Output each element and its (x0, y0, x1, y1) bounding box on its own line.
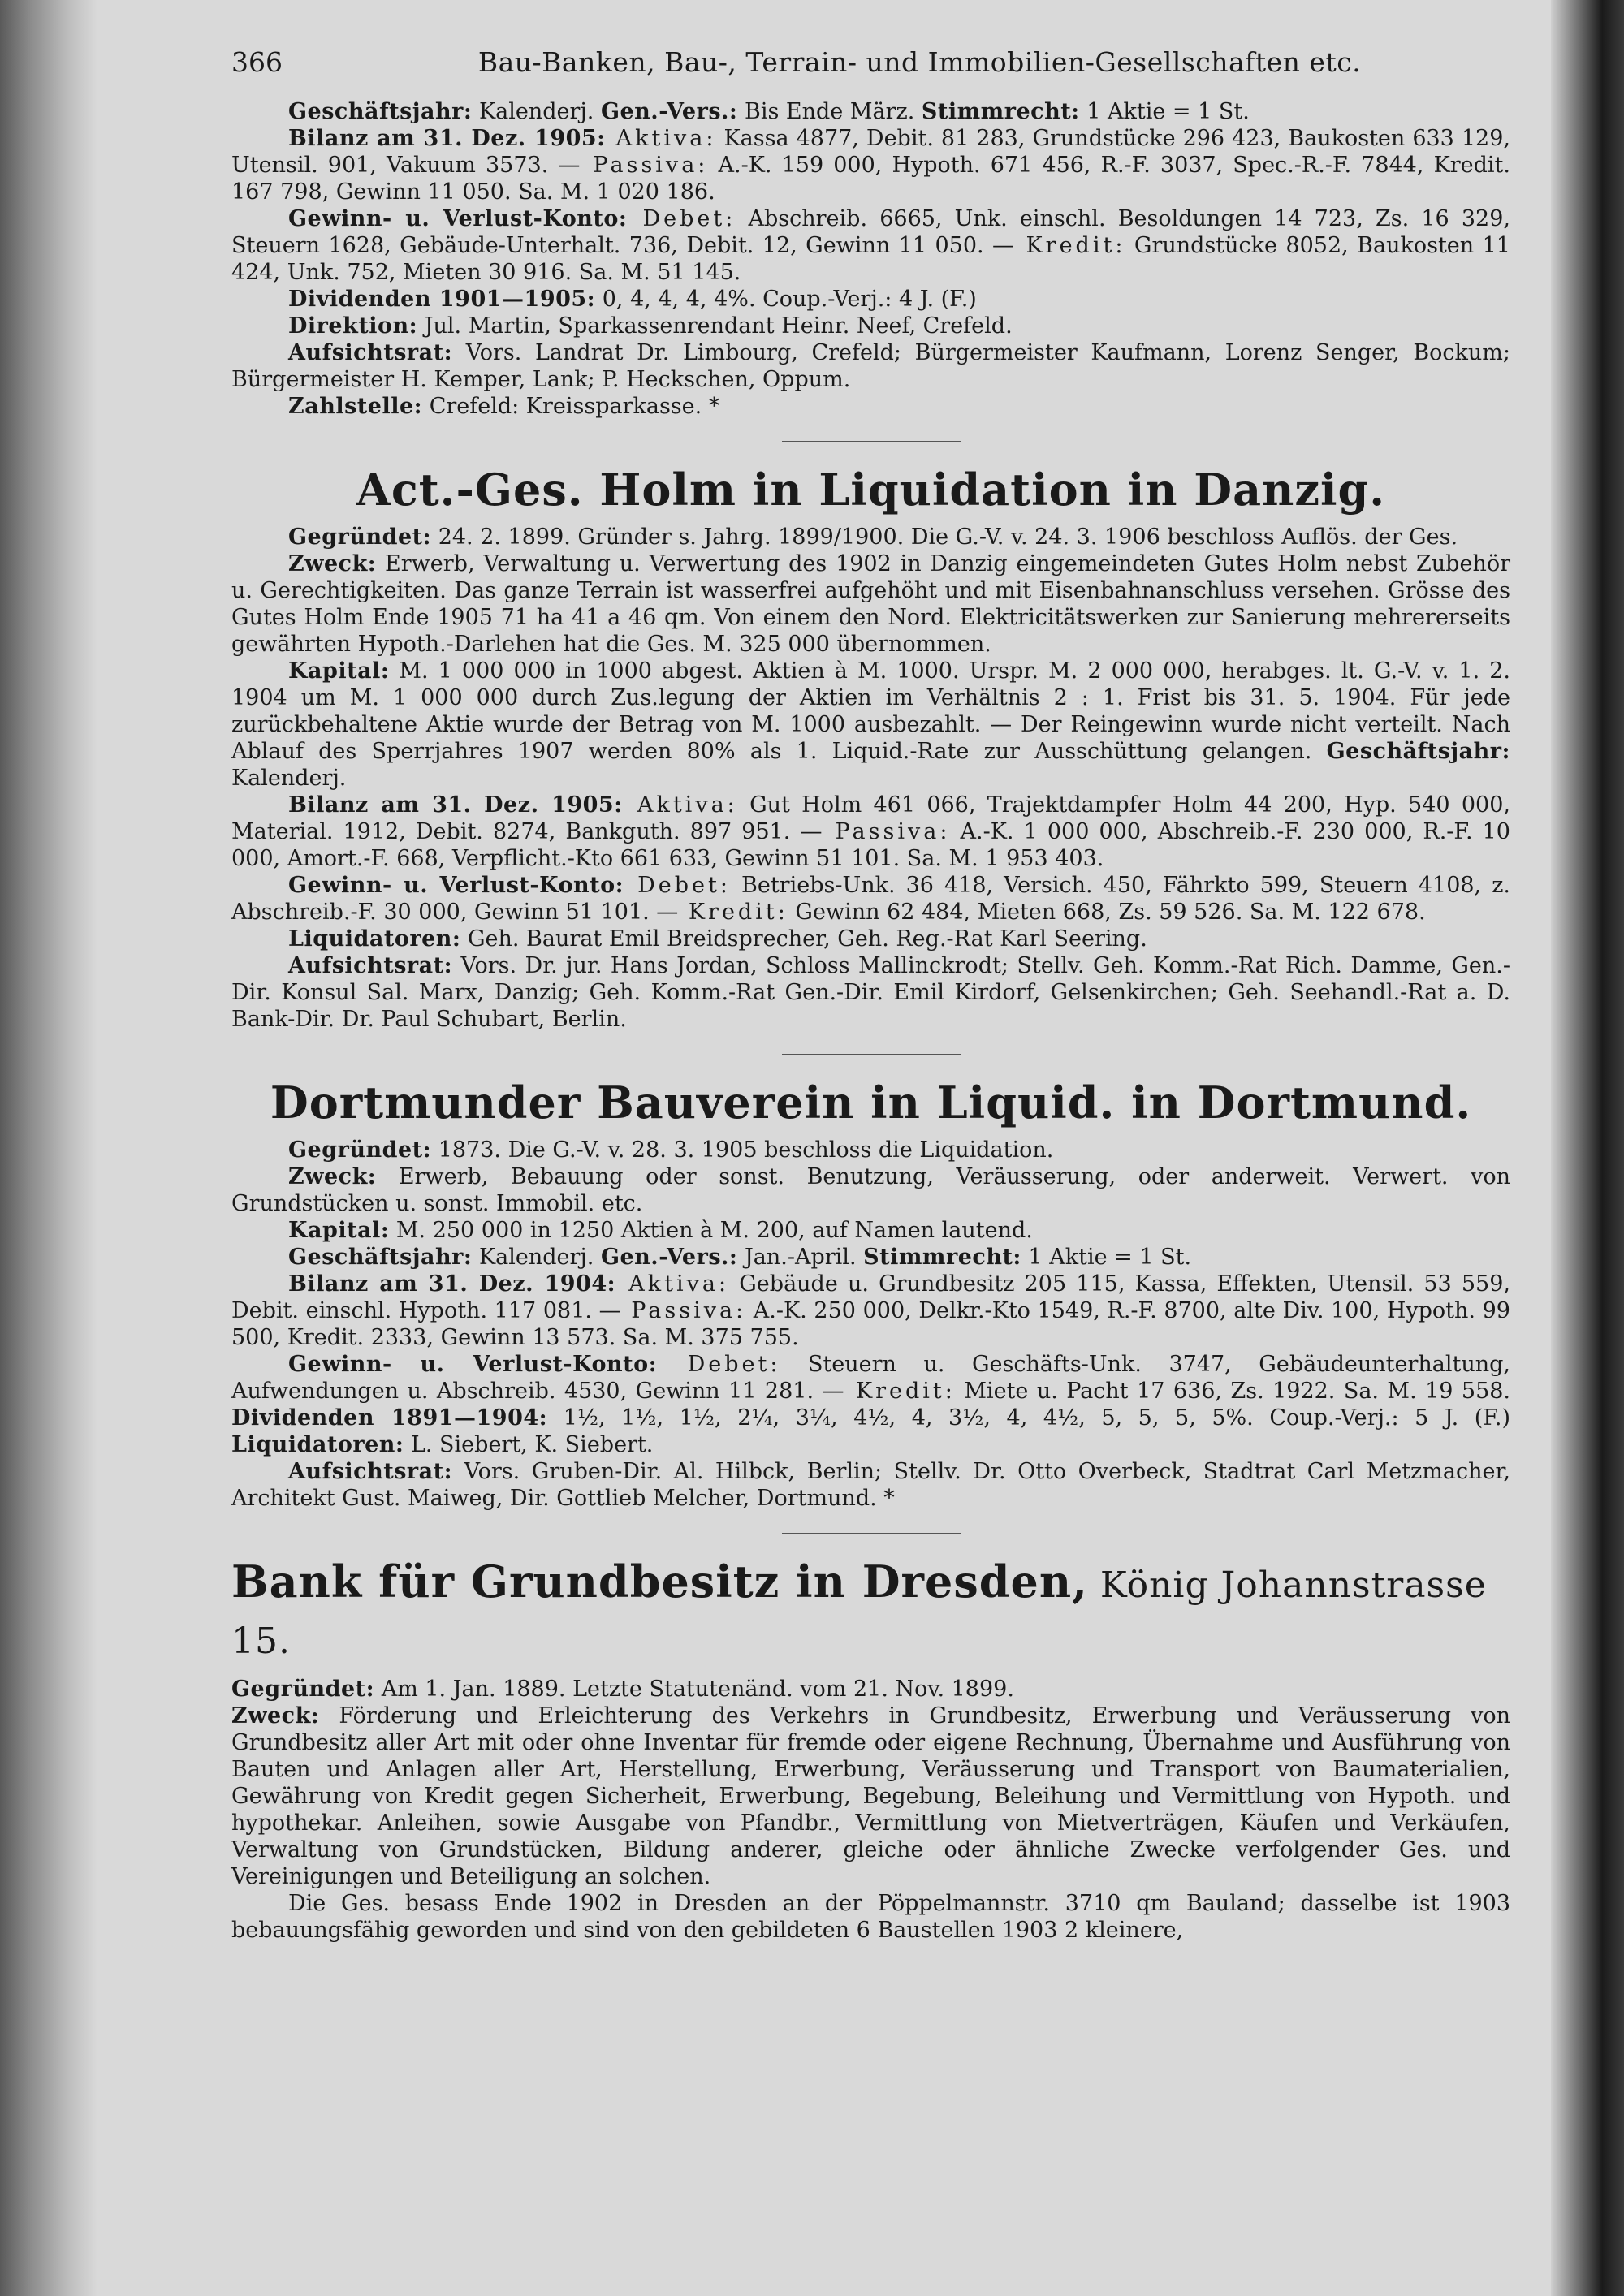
section-divider (782, 1533, 961, 1534)
entry-bank-grundbesitz-dresden (231, 1556, 1510, 1944)
running-title: Bau-Banken, Bau-, Terrain- und Immobilien-Gesellschaften etc. (477, 46, 1362, 78)
balance-sheet: Bilanz am 31. Dez. 1905: Aktiva: Gut Holm 461 066, Trajektdampfer Holm 44 200, Hyp. 540 000, Material. 1912, Debit. 8274, Bankguth. 897 951. — Passiva: A.-K. 1 000 000, Abschreib.-F. 230 000, R.-F. 10 000, Amort.-F. 668, Verpflicht.-Kto 661 633, Gewinn 51 101. Sa. M. 1 953 403. (231, 792, 1510, 871)
page-edge-shadow (1551, 0, 1624, 2296)
supervisory-board: Aufsichtsrat: Vors. Dr. jur. Hans Jordan, Schloss Mallinckrodt; Stellv. Geh. Komm.-Rat Rich. Damme, Gen.-Dir. Konsul Sal. Marx, Danzig; Geh. Komm.-Rat Gen.-Dir. Emil Kirdorf, Gelsenkirchen; Geh. Seehandl.-Rat a. D. Bank-Dir. Dr. Paul Schubart, Berlin. (231, 953, 1510, 1032)
purpose: Zweck: Erwerb, Verwaltung u. Verwertung des 1902 in Danzig eingemeindeten Gutes Holm nebst Zubehör u. Gerechtigkeiten. Das ganze Terrain ist wasserfrei aufgehöht und mit Eisenbahnanschluss versehen. Grösse des Gutes Holm Ende 1905 71 ha 41 a 46 qm. Von einem den Nord. Elektricitätswerken zur Sanierung mehrererseits gewährten Hypoth.-Darlehen hat die Ges. M. 325 000 übernommen. (231, 551, 1510, 657)
founded: Gegründet: 1873. Die G.-V. v. 28. 3. 1905 beschloss die Liquidation. (288, 1137, 1054, 1163)
business-year-line: Geschäftsjahr: Kalenderj. Gen.-Vers.: Bis Ende März. Stimmrecht: 1 Aktie = 1 St. (288, 99, 1250, 124)
founded: Gegründet: Am 1. Jan. 1889. Letzte Statutenänd. vom 21. Nov. 1899. (231, 1677, 1014, 1702)
liquidators: Liquidatoren: Geh. Baurat Emil Breidsprecher, Geh. Reg.-Rat Karl Seering. (288, 926, 1147, 952)
entry-title: Act.-Ges. Holm in Liquidation in Danzig. (356, 464, 1386, 516)
holdings-paragraph: Die Ges. besass Ende 1902 in Dresden an der Pöppelmannstr. 3710 qm Bauland; dasselbe ist 1903 bebauungsfähig geworden und sind von den gebildeten 6 Baustellen 1903 2 kleinere, (231, 1891, 1510, 1943)
business-year-line: Geschäftsjahr: Kalenderj. Gen.-Vers.: Jan.-April. Stimmrecht: 1 Aktie = 1 St. (288, 1245, 1192, 1270)
purpose: Zweck: Förderung und Erleichterung des Verkehrs in Grundbesitz, Erwerbung und Veräusserung von Grundbesitz aller Art mit oder ohne Inventar für fremde oder eigene Rechnung, Übernahme und Ausführung von Bauten und Anlagen aller Art, Herstellung, Erwerbung, Veräusserung und Transport von Baumaterialien, Gewährung von Kredit gegen Sicherheit, Erwerbung, Begebung, Beleihung und Vermittlung von Hypoth. und hypothekar. Anleihen, sowie Ausgabe von Pfandbr., Vermittlung von Mietverträgen, Käufen und Verkäufen, Verwaltung von Grundstücken, Bildung anderer, gleiche oder ähnliche Zwecke verfolgender Ges. und Vereinigungen und Beteiligung an solchen. (231, 1703, 1510, 1889)
balance-sheet: Bilanz am 31. Dez. 1904: Aktiva: Gebäude u. Grundbesitz 205 115, Kassa, Effekten, Utensil. 53 559, Debit. einschl. Hypoth. 117 081. — Passiva: A.-K. 250 000, Delkr.-Kto 1549, R.-F. 8700, alte Div. 100, Hypoth. 99 500, Kredit. 2333, Gewinn 13 573. Sa. M. 375 755. (231, 1271, 1511, 1350)
section-divider (782, 441, 961, 442)
management: Direktion: Jul. Martin, Sparkassenrendant Heinr. Neef, Crefeld. (288, 313, 1013, 339)
balance-sheet: Bilanz am 31. Dez. 1905: Aktiva: Kassa 4877, Debit. 81 283, Grundstücke 296 423, Baukosten 633 129, Utensil. 901, Vakuum 3573. — Passiva: A.-K. 159 000, Hypoth. 671 456, R.-F. 3037, Spec.-R.-F. 7844, Kredit. 167 798, Gewinn 11 050. Sa. M. 1 020 186. (231, 126, 1510, 205)
document-page (231, 46, 1511, 1949)
profit-loss-account: Gewinn- u. Verlust-Konto: Debet: Steuern u. Geschäfts-Unk. 3747, Gebäudeunterhaltung, Aufwendungen u. Abschreib. 4530, Gewinn 11 281. — Kredit: Miete u. Pacht 17 636, Zs. 1922. Sa. M. 19 558. Dividenden 1891—1904: 1½, 1½, 1½, 2¼, 3¼, 4½, 4, 3½, 4, 4½, 5, 5, 5, 5%. Coup.-Verj.: 5 J. (F.) Liquidatoren: L. Siebert, K. Siebert. (231, 1352, 1511, 1457)
purpose: Zweck: Erwerb, Bebauung oder sonst. Benutzung, Veräusserung, oder anderweit. Verwert. von Grundstücken u. sonst. Immobil. etc. (231, 1164, 1510, 1216)
profit-loss-account: Gewinn- u. Verlust-Konto: Debet: Betriebs-Unk. 36 418, Versich. 450, Fährkto 599, Steuern 4108, z. Abschreib.-F. 30 000, Gewinn 51 101. — Kredit: Gewinn 62 484, Mieten 668, Zs. 59 526. Sa. M. 122 678. (231, 873, 1510, 925)
page-header (231, 46, 1510, 78)
section-divider (782, 1054, 961, 1055)
page-number: 366 (231, 46, 283, 78)
profit-loss-account: Gewinn- u. Verlust-Konto: Debet: Abschreib. 6665, Unk. einschl. Besoldungen 14 723, Zs. 16 329, Steuern 1628, Gebäude-Unterhalt. 736, Debit. 12, Gewinn 11 050. — Kredit: Grundstücke 8052, Baukosten 11 424, Unk. 752, Mieten 30 916. Sa. M. 51 145. (231, 206, 1510, 285)
dividends: Dividenden 1901—1905: 0, 4, 4, 4, 4%. Coup.-Verj.: 4 J. (F.) (288, 287, 977, 312)
paying-agent: Zahlstelle: Crefeld: Kreissparkasse. * (288, 394, 720, 419)
founded: Gegründet: 24. 2. 1899. Gründer s. Jahrg. 1899/1900. Die G.-V. v. 24. 3. 1906 beschloss Auflös. der Ges. (288, 524, 1458, 550)
book-spine-shadow (0, 0, 97, 2296)
capital: Kapital: M. 1 000 000 in 1000 abgest. Aktien à M. 1000. Urspr. M. 2 000 000, herabges. lt. G.-V. v. 1. 2. 1904 um M. 1 000 000 durch Zus.legung der Aktien im Verhältnis 2 : 1. Frist bis 31. 5. 1904. Für jede zurückbehaltene Aktie wurde der Betrag von M. 1000 ausbezahlt. — Der Reingewinn wurde nicht verteilt. Nach Ablauf des Sperrjahres 1907 werden 80% als 1. Liquid.-Rate zur Ausschüttung gelangen. Geschäftsjahr: Kalenderj. (231, 658, 1510, 791)
entry-title: Dortmunder Bauverein in Liquid. in Dortmund. (270, 1077, 1472, 1129)
entry-holm-danzig (231, 464, 1510, 1033)
entry-dortmunder-bauverein (231, 1077, 1510, 1512)
entry-continued (231, 98, 1510, 420)
supervisory-board: Aufsichtsrat: Vors. Gruben-Dir. Al. Hilbck, Berlin; Stellv. Dr. Otto Overbeck, Stadtrat Carl Metzmacher, Architekt Gust. Maiweg, Dir. Gottlieb Melcher, Dortmund. * (231, 1459, 1510, 1511)
entry-address: König Johannstrasse 15. (231, 1564, 1487, 1662)
supervisory-board: Aufsichtsrat: Vors. Landrat Dr. Limbourg, Crefeld; Bürgermeister Kaufmann, Lorenz Senger, Bockum; Bürgermeister H. Kemper, Lank; P. Heckschen, Oppum. (231, 340, 1510, 392)
entry-title: Bank für Grundbesitz in Dresden, König Johannstrasse 15. (231, 1556, 1487, 1662)
capital: Kapital: M. 250 000 in 1250 Aktien à M. 200, auf Namen lautend. (288, 1218, 1033, 1243)
